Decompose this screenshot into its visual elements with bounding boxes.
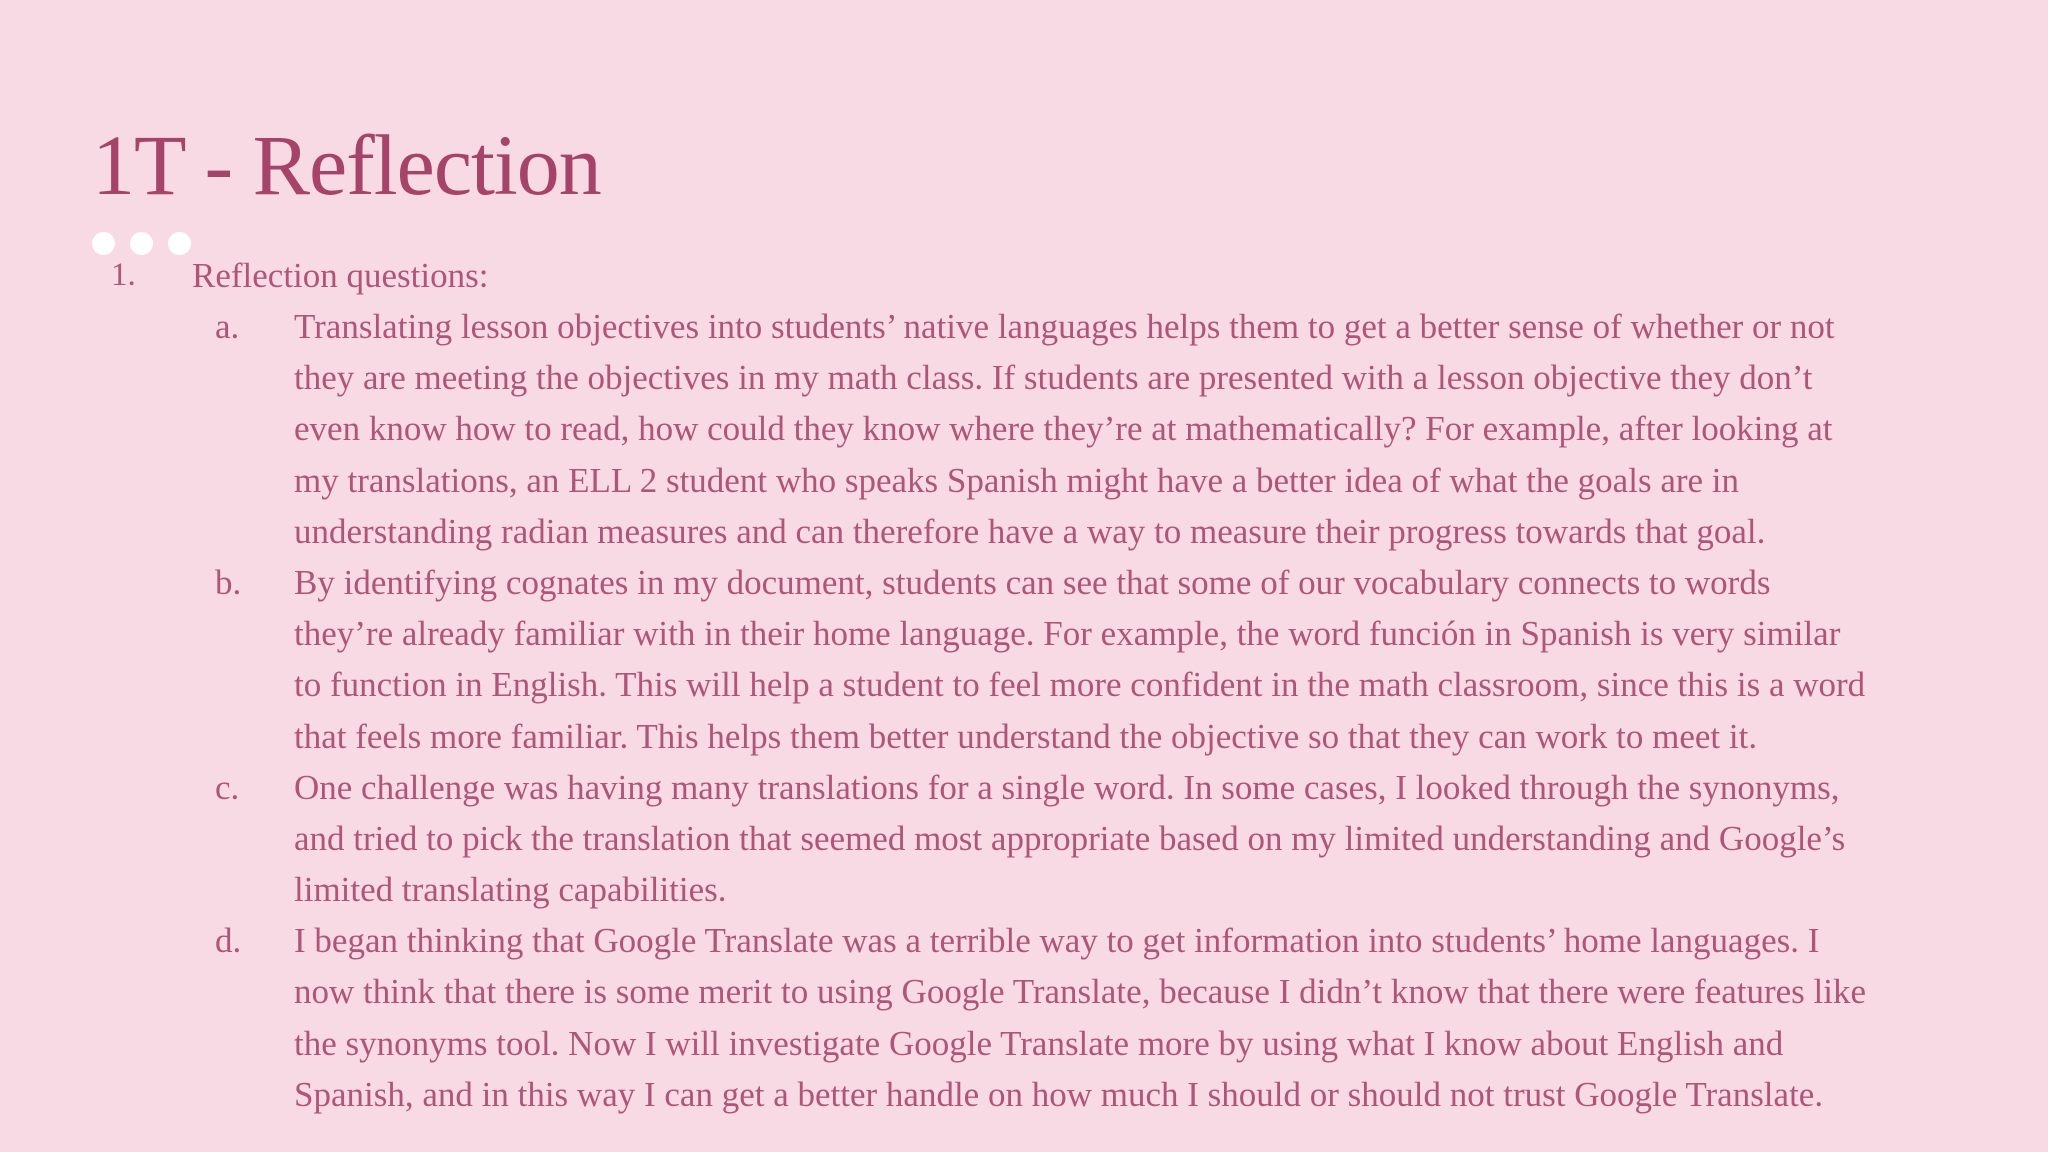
text-line: now think that there is some merit to using Google Translate, because I didn’t know that there were features like bbox=[294, 972, 1867, 1012]
text-line: Translating lesson objectives into students’ native languages helps them to get a better sense of whether or not bbox=[294, 307, 1835, 346]
text-line: understanding radian measures and can therefore have a way to measure their progress towards that goal. bbox=[294, 511, 1766, 551]
text-line: I began thinking that Google Translate was a terrible way to get information into students’ home languages. I bbox=[294, 921, 1820, 961]
question-number: 1. bbox=[111, 257, 136, 293]
text-line: Spanish, and in this way I can get a better handle on how much I should or should not trust Google Translate. bbox=[294, 1074, 1824, 1114]
text-line: and tried to pick the translation that seemed most appropriate based on my limited understanding and Google’s bbox=[294, 818, 1846, 858]
text-line: the synonyms tool. Now I will investigate Google Translate more by using what I know about English and bbox=[294, 1023, 1784, 1063]
list-item-text bbox=[294, 762, 1974, 916]
list-marker: b. bbox=[215, 562, 242, 602]
list-item-text bbox=[294, 915, 1974, 1120]
list-item-a bbox=[0, 301, 2048, 557]
slide-body bbox=[0, 250, 2048, 1120]
list-marker: c. bbox=[215, 767, 240, 807]
list-item-text bbox=[294, 557, 1974, 762]
text-line: my translations, an ELL 2 student who speaks Spanish might have a better idea of what the goals are in bbox=[294, 460, 1740, 500]
text-line: they are meeting the objectives in my math class. If students are presented with a lesson objective they don’t bbox=[294, 358, 1813, 398]
text-line: One challenge was having many translations for a single word. In some cases, I looked through the synonyms, bbox=[294, 767, 1840, 807]
list-marker: a. bbox=[215, 307, 240, 346]
list-item-b bbox=[0, 557, 2048, 762]
text-line: limited translating capabilities. bbox=[294, 870, 727, 910]
list-item-c bbox=[0, 762, 2048, 916]
text-line: that feels more familiar. This helps them better understand the objective so that they can work to meet it. bbox=[294, 716, 1758, 756]
question-label: Reflection questions: bbox=[192, 256, 489, 295]
question-heading bbox=[0, 250, 2048, 301]
slide-title: 1T - Reflection bbox=[92, 117, 601, 213]
text-line: By identifying cognates in my document, students can see that some of our vocabulary connects to words bbox=[294, 562, 1771, 602]
list-marker: d. bbox=[215, 921, 242, 961]
list-item-text bbox=[294, 301, 1974, 557]
list-item-d bbox=[0, 915, 2048, 1120]
text-line: to function in English. This will help a student to feel more confident in the math classroom, since this is a word bbox=[294, 665, 1866, 705]
text-line: even know how to read, how could they know where they’re at mathematically? For example, after looking at bbox=[294, 409, 1833, 449]
text-line: they’re already familiar with in their home language. For example, the word función in Spanish is very similar bbox=[294, 614, 1841, 654]
